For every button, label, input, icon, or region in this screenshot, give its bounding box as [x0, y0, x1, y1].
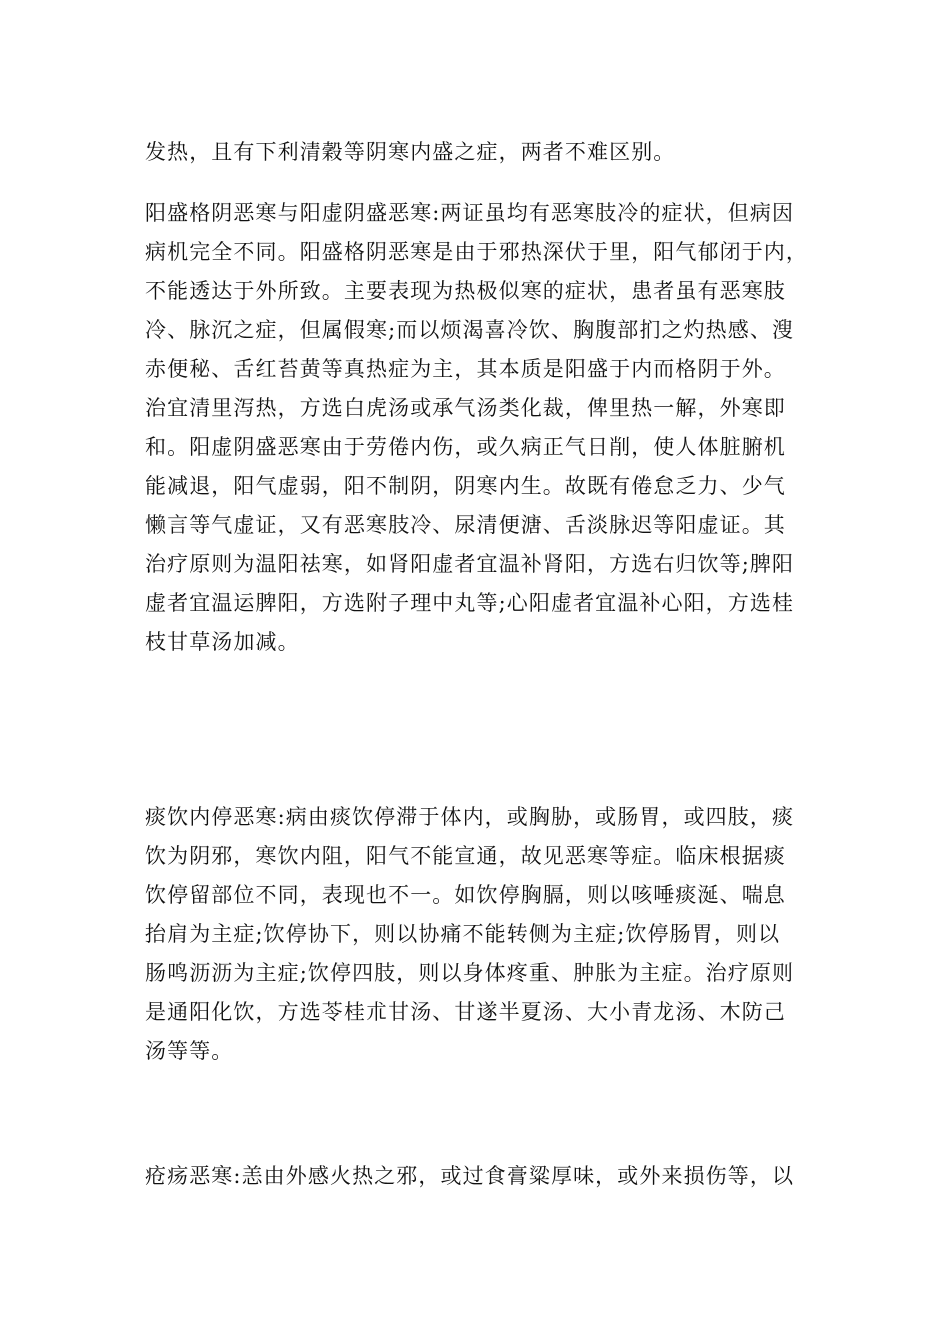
- paragraph-yang-excess-vs-yang-deficiency: [145, 194, 810, 662]
- text-line: 懒言等气虚证，又有恶寒肢冷、尿清便溏、舌淡脉迟等阳虚证。其: [145, 513, 786, 537]
- text-line: 痰饮内停恶寒:病由痰饮停滞于体内，或胸胁，或肠胃，或四肢，痰: [145, 805, 795, 829]
- text-line: 疮疡恶寒:恙由外感火热之邪，或过食膏粱厚味，或外来损伤等，以: [145, 1164, 795, 1188]
- text-line: 冷、脉沉之症，但属假寒;而以烦渴喜冷饮、胸腹部扪之灼热感、溲: [145, 318, 795, 342]
- text-line: 虚者宜温运脾阳，方选附子理中丸等;心阳虚者宜温补心阳，方选桂: [145, 591, 795, 615]
- text-line: 肠鸣沥沥为主症;饮停四肢，则以身体疼重、肿胀为主症。治疗原则: [145, 961, 795, 985]
- text-line: 发热，且有下利清穀等阴寒内盛之症，两者不难区别。: [145, 140, 676, 164]
- text-line: 汤等等。: [145, 1039, 234, 1063]
- text-line: 不能透达于外所致。主要表现为热极似寒的症状，患者虽有恶寒肢: [145, 279, 786, 303]
- text-line: 抬肩为主症;饮停协下，则以协痛不能转侧为主症;饮停肠胃，则以: [145, 922, 781, 946]
- text-line: 饮停留部位不同，表现也不一。如饮停胸膈，则以咳唾痰涎、喘息: [145, 883, 786, 907]
- text-line: 赤便秘、舌红苔黄等真热症为主，其本质是阳盛于内而格阴于外。: [145, 357, 786, 381]
- text-line: 治疗原则为温阳祛寒，如肾阳虚者宜温补肾阳，方选右归饮等;脾阳: [145, 552, 795, 576]
- text-line: 病机完全不同。阳盛格阴恶寒是由于邪热深伏于里，阳气郁闭于内，: [145, 240, 808, 264]
- text-line: 治宜清里泻热，方选白虎汤或承气汤类化裁，俾里热一解，外寒即: [145, 396, 786, 420]
- text-line: 饮为阴邪，寒饮内阻，阳气不能宣通，故见恶寒等症。临床根据痰: [145, 844, 786, 868]
- paragraph-sore-ulcer: [145, 1157, 810, 1196]
- paragraph-continuation: [145, 133, 810, 172]
- text-line: 能减退，阳气虚弱，阳不制阴，阴寒内生。故既有倦怠乏力、少气: [145, 474, 786, 498]
- text-line: 是通阳化饮，方选苓桂朮甘汤、甘遂半夏汤、大小青龙汤、木防己: [145, 1000, 786, 1024]
- text-line: 枝甘草汤加减。: [145, 630, 300, 654]
- text-line: 和。阳虚阴盛恶寒由于劳倦内伤，或久病正气日削，使人体脏腑机: [145, 435, 786, 459]
- text-line: 阳盛格阴恶寒与阳虚阴盛恶寒:两证虽均有恶寒肢冷的症状，但病因: [145, 201, 795, 225]
- paragraph-phlegm-retention: [145, 798, 810, 1071]
